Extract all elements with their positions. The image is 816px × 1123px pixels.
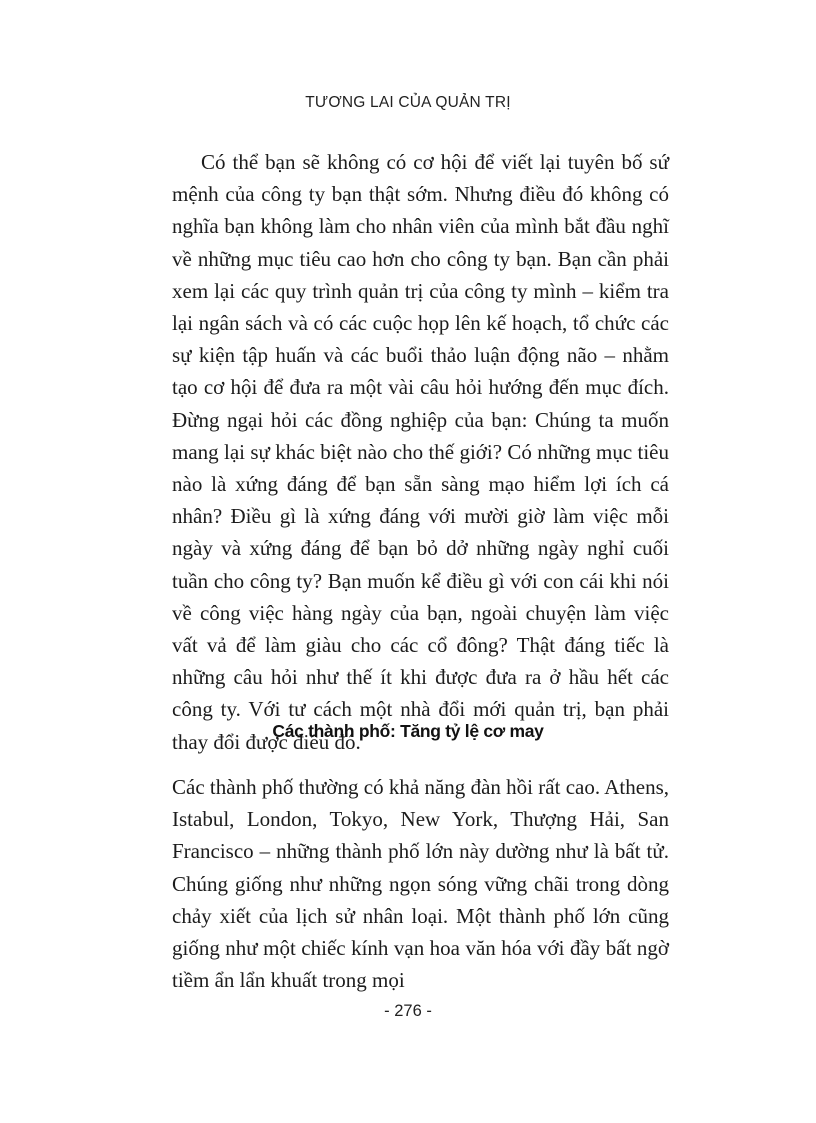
body-paragraph-2 xyxy=(172,771,669,996)
section-heading: Các thành phố: Tăng tỷ lệ cơ may xyxy=(272,721,544,741)
page-number: - 276 - xyxy=(384,1002,432,1020)
running-head: TƯƠNG LAI CỦA QUẢN TRỊ xyxy=(305,94,511,111)
paragraph-text: Các thành phố thường có khả năng đàn hồi rất cao. Athens, Istabul, London, Tokyo, New York, Thượng Hải, San Francisco – những thành phố lớn này dường như là bất tử. Chúng giống như những ngọn sóng vững chãi trong dòng chảy xiết của lịch sử nhân loại. Một thành phố lớn cũng giống như một chiếc kính vạn hoa văn hóa với đầy bất ngờ tiềm ẩn lẩn khuất trong mọi xyxy=(172,775,669,993)
paragraph-text: Có thể bạn sẽ không có cơ hội để viết lại tuyên bố sứ mệnh của công ty bạn thật sớm. Nhưng điều đó không có nghĩa bạn không làm cho nhân viên của mình bắt đầu nghĩ về những mục tiêu cao hơn cho công ty bạn. Bạn cần phải xem lại các quy trình quản trị của công ty mình – kiểm tra lại ngân sách và có các cuộc họp lên kế hoạch, tổ chức các sự kiện tập huấn và các buổi thảo luận động não – nhằm tạo cơ hội để đưa ra một vài câu hỏi hướng đến mục đích. Đừng ngại hỏi các đồng nghiệp của bạn: Chúng ta muốn mang lại sự khác biệt nào cho thế giới? Có những mục tiêu nào là xứng đáng để bạn sẵn sàng mạo hiểm lợi ích cá nhân? Điều gì là xứng đáng với mười giờ làm việc mỗi ngày và xứng đáng để bạn bỏ dở những ngày nghỉ cuối tuần cho công ty? Bạn muốn kể điều gì với con cái khi nói về công việc hàng ngày của bạn, ngoài chuyện làm việc vất vả để làm giàu cho các cổ đông? Thật đáng tiếc là những câu hỏi như thế ít khi được đưa ra ở hầu hết các công ty. Với tư cách một nhà đổi mới quản trị, bạn phải thay đổi được điều đó. xyxy=(172,150,669,754)
body-paragraph-1 xyxy=(172,146,669,758)
